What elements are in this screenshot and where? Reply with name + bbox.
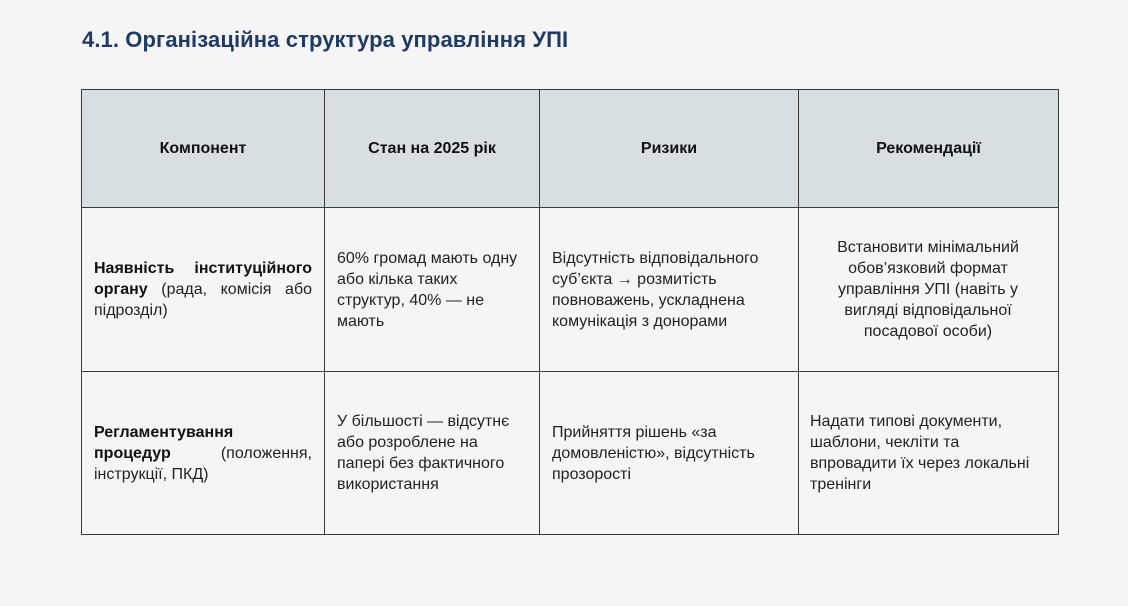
- governance-table: [81, 89, 1059, 535]
- component-name: Наявність інституційного органу: [94, 260, 312, 298]
- recommendations-cell: Встановити мінімальний обов’язковий формат управління УПІ (навіть у вигляді відповідальної посадової особи): [799, 208, 1059, 372]
- state-cell: У більшості — відсутнє або розроблене на папері без фактичного використання: [325, 372, 540, 535]
- table-row: [82, 372, 1059, 535]
- component-cell: [82, 372, 325, 535]
- header-recommendations: Рекомендації: [799, 90, 1059, 208]
- header-state-2025: Стан на 2025 рік: [325, 90, 540, 208]
- component-cell: [82, 208, 325, 372]
- component-name: Регламентування процедур: [94, 423, 234, 462]
- component-note: (положення, інструкції, ПКД): [94, 444, 312, 483]
- component-note: (рада, комісія або підрозділ): [94, 281, 312, 319]
- component-text: [94, 258, 312, 321]
- component-text: [94, 422, 312, 485]
- recommendations-cell: Надати типові документи, шаблони, чекліти та впровадити їх через локальні тренінги: [799, 372, 1059, 535]
- table-header-row: [82, 90, 1059, 208]
- state-cell: 60% громад мають одну або кілька таких структур, 40% — не мають: [325, 208, 540, 372]
- table-row: [82, 208, 1059, 372]
- header-component: Компонент: [82, 90, 325, 208]
- risks-cell: Відсутність відповідального суб’єкта → розмитість повноважень, ускладнена комунікація з донорами: [540, 208, 799, 372]
- page-title: 4.1. Організаційна структура управління УПІ: [82, 27, 569, 52]
- risks-cell: Прийняття рішень «за домовленістю», відсутність прозорості: [540, 372, 799, 535]
- header-risks: Ризики: [540, 90, 799, 208]
